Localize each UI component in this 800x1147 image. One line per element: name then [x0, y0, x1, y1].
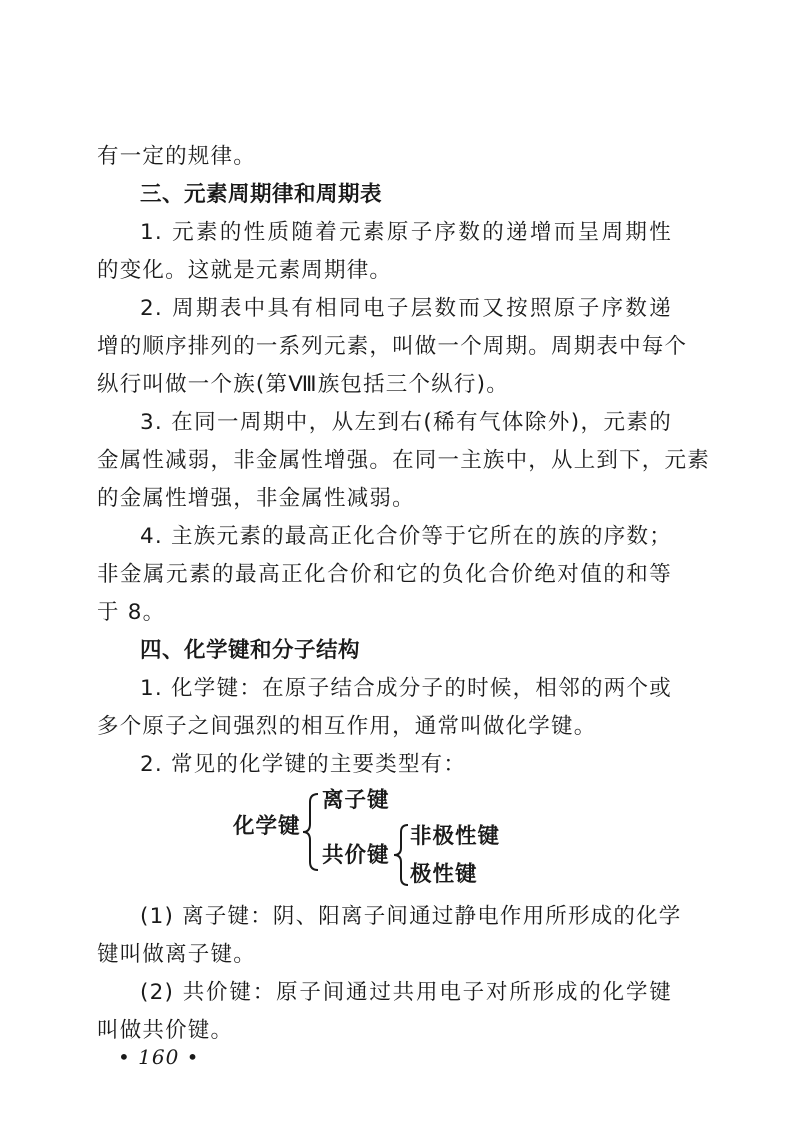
paragraph-line: 2. 常见的化学键的主要类型有：: [140, 752, 467, 777]
paragraph-line: 3. 在同一周期中，从左到右(稀有气体除外)，元素的: [140, 410, 672, 435]
brace-icon: [300, 790, 322, 874]
paragraph-line: 金属性减弱，非金属性增强。在同一主族中，从上到下，元素: [97, 448, 710, 473]
paragraph-line: 增的顺序排列的一系列元素，叫做一个周期。周期表中每个: [97, 334, 688, 359]
paragraph-line: 2. 周期表中具有相同电子层数而又按照原子序数递: [140, 296, 672, 321]
brace-icon: [390, 822, 412, 888]
paragraph-line: 的变化。这就是元素周期律。: [97, 258, 393, 283]
paragraph-line: 1. 元素的性质随着元素原子序数的递增而呈周期性: [140, 220, 672, 245]
paragraph-line: 纵行叫做一个族(第Ⅷ族包括三个纵行)。: [97, 372, 509, 397]
paragraph-line: 键叫做离子键。: [97, 942, 256, 967]
paragraph-line: 多个原子之间强烈的相互作用，通常叫做化学键。: [97, 714, 597, 739]
paragraph-line: 1. 化学键：在原子结合成分子的时候，相邻的两个或: [140, 676, 672, 701]
paragraph-line: 于 8。: [97, 600, 166, 625]
paragraph-line: 叫做共价键。: [97, 1018, 234, 1043]
paragraph-line: 的金属性增强，非金属性减弱。: [97, 486, 415, 511]
diagram-polar-bond-label: 极性键: [410, 862, 478, 887]
section-heading-chemical-bonds: 四、化学键和分子结构: [140, 638, 361, 663]
diagram-nonpolar-bond-label: 非极性键: [410, 824, 501, 849]
paragraph-line: 非金属元素的最高正化合价和它的负化合价绝对值的和等: [97, 562, 672, 587]
paragraph-line: 有一定的规律。: [97, 144, 256, 169]
paragraph-line: (2) 共价键：原子间通过共用电子对所形成的化学键: [140, 980, 672, 1005]
paragraph-line: (1) 离子键：阴、阳离子间通过静电作用所形成的化学: [140, 904, 682, 929]
paragraph-line: 4. 主族元素的最高正化合价等于它所在的族的序数；: [140, 524, 672, 549]
section-heading-periodic-law: 三、元素周期律和周期表: [140, 182, 383, 207]
diagram-covalent-bond-label: 共价键: [322, 843, 390, 868]
page-number: • 160 •: [118, 1045, 200, 1069]
diagram-ionic-bond-label: 离子键: [322, 788, 390, 813]
diagram-root-label: 化学键: [233, 814, 301, 839]
